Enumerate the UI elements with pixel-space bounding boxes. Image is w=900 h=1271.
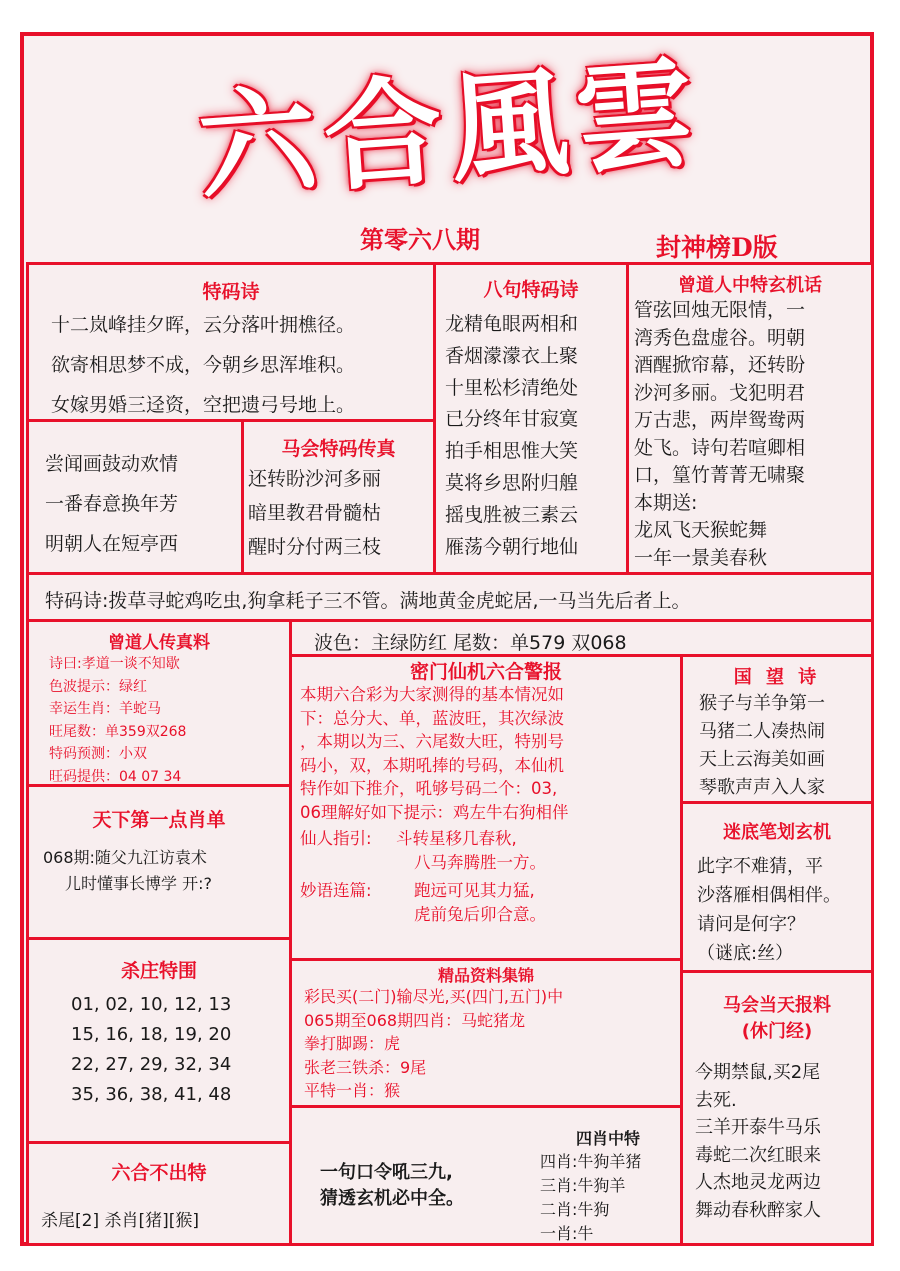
zeng-mystic-line: 龙凤飞天猴蛇舞 bbox=[634, 519, 768, 541]
zeng-fax-line: 幸运生肖：羊蛇马 bbox=[49, 701, 161, 717]
horse-report-title: 马会当天报料 bbox=[723, 995, 831, 1016]
zeng-fax-line: 色波提示：绿红 bbox=[49, 678, 147, 695]
collection-box bbox=[289, 958, 683, 1108]
banner-text: 特码诗:拨草寻蛇鸡吃虫,狗拿耗子三不管。满地黄金虎蛇居,一马当先后者上。 bbox=[45, 590, 691, 612]
national-box bbox=[680, 654, 874, 804]
national-lines bbox=[699, 690, 825, 802]
secret-wonder-lines bbox=[414, 879, 546, 927]
zeng-fax-line: 诗曰:孝道一谈不知歇 bbox=[49, 656, 180, 672]
zeng-mystic-line: 处飞。诗句若喧卿相 bbox=[634, 436, 806, 459]
horse-report-lines bbox=[695, 1059, 821, 1224]
eight-poem-line: 香烟濛濛衣上聚 bbox=[445, 344, 579, 367]
secret-guide bbox=[300, 827, 372, 851]
masthead-title: 六合風雲 bbox=[193, 42, 707, 217]
zeng-fax-box bbox=[26, 619, 292, 787]
horse-report-line: 去死. bbox=[695, 1089, 737, 1111]
slogan-box bbox=[289, 1105, 683, 1246]
secret-guide-lines bbox=[396, 827, 546, 875]
secret-wonder bbox=[300, 879, 372, 903]
zeng-mystic-line: 沙河多丽。戈犯明君 bbox=[634, 381, 806, 404]
riddle-lines bbox=[697, 852, 841, 968]
secret-lines bbox=[300, 683, 569, 824]
single-zodiac-line: 儿时懂事长博学 开:? bbox=[65, 874, 212, 893]
collection-line: 彩民买(二门)输尽光,买(四门,五门)中 bbox=[304, 987, 564, 1006]
poem-line: 十二岚峰挂夕晖，云分落叶拥樵径。 bbox=[51, 314, 356, 336]
kill-row: 15, 16, 18, 19, 20 bbox=[71, 1024, 232, 1045]
eight-poem-lines bbox=[445, 309, 578, 563]
left-verse-line: 一番春意换年芳 bbox=[45, 493, 179, 515]
horse-fax-line: 醒时分付两三枝 bbox=[248, 536, 382, 558]
left-verse-lines bbox=[45, 444, 178, 564]
national-line: 琴歌声声入人家 bbox=[699, 777, 825, 798]
eight-poem-line: 龙精龟眼两相和 bbox=[445, 313, 579, 335]
collection-line: 张老三铁杀：9尾 bbox=[304, 1057, 427, 1077]
secret-line: 06理解好如下提示：鸡左牛右狗相伴 bbox=[300, 802, 569, 822]
zeng-fax-line: 旺尾数：单359双268 bbox=[49, 723, 187, 740]
four-zodiac-title: 四肖中特 bbox=[576, 1129, 641, 1148]
four-zodiac-lines bbox=[540, 1150, 641, 1246]
riddle-line: 沙落雁相偶相伴。 bbox=[697, 885, 841, 906]
poem-box bbox=[26, 262, 436, 422]
zeng-mystic-line: 口，篁竹菁菁无啸聚 bbox=[634, 464, 806, 486]
eight-poem-line: 雁荡今朝行地仙 bbox=[445, 535, 579, 558]
poem-line: 欲寄相思梦不成，今朝乡思浑堆积。 bbox=[51, 354, 356, 376]
national-line: 猴子与羊争第一 bbox=[699, 693, 825, 714]
secret-guide-line: 斗转星移几春秋, bbox=[396, 829, 517, 848]
kill-box bbox=[26, 937, 292, 1144]
horse-fax-line: 暗里教君骨髓枯 bbox=[248, 502, 382, 524]
kill-row: 22, 27, 29, 32, 34 bbox=[71, 1054, 232, 1075]
secret-guide-line: 八马奔腾胜一方。 bbox=[414, 853, 546, 872]
national-line: 马猪二人凑热闹 bbox=[699, 721, 825, 742]
horse-report-line: 人杰地灵龙两边 bbox=[695, 1172, 821, 1193]
four-zodiac-line: 四肖:牛狗羊猪 bbox=[540, 1152, 642, 1171]
horse-report-line: 三羊开泰牛马乐 bbox=[695, 1117, 821, 1138]
zeng-mystic-lines bbox=[634, 297, 805, 572]
zeng-mystic-box bbox=[626, 262, 874, 575]
eight-poem-title: 八句特码诗 bbox=[483, 279, 579, 301]
collection-title: 精品资料集锦 bbox=[437, 966, 534, 985]
secret-title: 密门仙机六合警报 bbox=[409, 661, 562, 683]
left-verse-line: 尝闻画鼓动欢情 bbox=[45, 453, 179, 475]
slogan-line: 一句口令吼三九, bbox=[320, 1162, 453, 1183]
zeng-mystic-line: 管弦回烛无限情，一 bbox=[634, 299, 806, 321]
riddle-title: 迷底笔划玄机 bbox=[723, 822, 831, 843]
kill-rows bbox=[71, 990, 231, 1110]
riddle-line: 请问是何字？ bbox=[697, 914, 805, 935]
national-line: 天上云海美如画 bbox=[699, 749, 825, 770]
eight-poem-line: 已分终年甘寂寞 bbox=[445, 408, 579, 431]
secret-wonder-line: 跑远可见其力猛, bbox=[414, 881, 535, 900]
secret-box bbox=[289, 654, 683, 961]
zeng-fax-title: 曾道人传真料 bbox=[108, 633, 210, 653]
edition-label: 封神榜D版 bbox=[656, 233, 778, 262]
national-title: 国 望 诗 bbox=[733, 667, 821, 688]
horse-fax-lines bbox=[248, 462, 381, 564]
zeng-fax-line: 旺码提供：04 07 34 bbox=[49, 768, 182, 785]
zeng-fax-lines bbox=[49, 653, 186, 787]
zeng-mystic-line: 一年一景美春秋 bbox=[634, 546, 768, 569]
eight-poem-line: 十里松杉清绝处 bbox=[445, 376, 579, 399]
poem-title: 特码诗 bbox=[202, 281, 260, 303]
single-zodiac-lines bbox=[43, 845, 212, 897]
eight-poem-line: 莫将乡思附归艎 bbox=[445, 471, 579, 494]
secret-line: 下：总分大、单，蓝波旺，其次绿波 bbox=[300, 708, 564, 728]
kill-title: 杀庄特围 bbox=[120, 960, 197, 982]
zeng-mystic-line: 湾秀色盘虚谷。明朝 bbox=[634, 326, 806, 349]
horse-fax-box bbox=[241, 419, 436, 575]
horse-report-line: 舞动春秋醉家人 bbox=[695, 1199, 821, 1221]
secret-wonder-line: 虎前兔后卯合意。 bbox=[414, 905, 546, 924]
horse-report-line: 毒蛇二次红眼来 bbox=[695, 1144, 821, 1166]
slogan-line: 猜透玄机必中全。 bbox=[320, 1188, 464, 1209]
kill-row: 35, 36, 38, 41, 48 bbox=[71, 1084, 232, 1105]
no-show-title: 六合不出特 bbox=[111, 1162, 207, 1184]
secret-wonder-label: 妙语连篇: bbox=[300, 881, 372, 900]
riddle-line: 此字不难猜，平 bbox=[697, 856, 823, 877]
secret-line: 本期六合彩为大家测得的基本情况如 bbox=[300, 685, 564, 704]
zeng-mystic-line: 本期送: bbox=[634, 491, 698, 514]
poem-line: 女嫁男婚三迳资，空把遗弓号地上。 bbox=[51, 394, 356, 416]
single-zodiac-box bbox=[26, 784, 292, 940]
four-zodiac-line: 三肖:牛狗羊 bbox=[540, 1176, 626, 1195]
eight-poem-line: 摇曳胜被三素云 bbox=[445, 503, 579, 526]
horse-fax-line: 还转盼沙河多丽 bbox=[248, 468, 382, 490]
secret-line: 特作如下推介，吼够号码二个：03, bbox=[300, 779, 558, 798]
single-zodiac-line: 068期:随父九江访袁术 bbox=[43, 848, 207, 867]
riddle-line: （谜底:丝） bbox=[697, 943, 794, 964]
four-zodiac-line: 一肖:牛 bbox=[540, 1224, 594, 1243]
kill-row: 01, 02, 10, 12, 13 bbox=[71, 994, 232, 1015]
slogan-lines bbox=[320, 1160, 464, 1212]
left-verse-line: 明朝人在短亭西 bbox=[45, 533, 179, 555]
poem-lines bbox=[51, 305, 355, 422]
zeng-mystic-title: 曾道人中特玄机话 bbox=[678, 275, 822, 296]
left-verse-box bbox=[26, 419, 244, 575]
single-zodiac-title: 天下第一点肖单 bbox=[92, 809, 226, 831]
banner-box bbox=[26, 572, 874, 622]
collection-lines bbox=[304, 985, 563, 1103]
secret-line: 码小，双，本期吼捧的号码，本仙机 bbox=[300, 755, 564, 775]
riddle-box bbox=[680, 801, 874, 973]
no-show-box bbox=[26, 1141, 292, 1246]
eight-poem-box bbox=[433, 262, 629, 575]
collection-line: 平特一肖：猴 bbox=[304, 1081, 401, 1100]
zeng-mystic-line: 酒醒掀帘幕，还转盼 bbox=[634, 354, 806, 376]
horse-fax-title: 马会特码传真 bbox=[281, 438, 396, 460]
four-zodiac-line: 二肖:牛狗 bbox=[540, 1200, 610, 1219]
horse-report-box bbox=[680, 970, 874, 1246]
zeng-mystic-line: 万古悲，两岸鸳鸯两 bbox=[634, 409, 806, 431]
wave-text: 波色：主绿防红 尾数：单579 双068 bbox=[314, 632, 627, 654]
horse-report-line: 今期禁鼠,买2尾 bbox=[695, 1062, 821, 1083]
eight-poem-line: 拍手相思惟大笑 bbox=[445, 440, 579, 463]
horse-report-subtitle: (休门经) bbox=[741, 1021, 813, 1042]
zeng-fax-line: 特码预测：小双 bbox=[49, 746, 147, 762]
secret-guide-label: 仙人指引: bbox=[300, 829, 372, 848]
collection-line: 065期至068期四肖：马蛇猪龙 bbox=[304, 1010, 526, 1030]
collection-line: 拳打脚踢：虎 bbox=[304, 1034, 401, 1053]
no-show-text: 杀尾[2] 杀肖[猪][猴] bbox=[41, 1211, 200, 1231]
wave-box bbox=[289, 619, 874, 657]
issue-number: 第零六八期 bbox=[360, 225, 480, 254]
secret-line: ，本期以为三、六尾数大旺，特别号 bbox=[300, 732, 564, 751]
